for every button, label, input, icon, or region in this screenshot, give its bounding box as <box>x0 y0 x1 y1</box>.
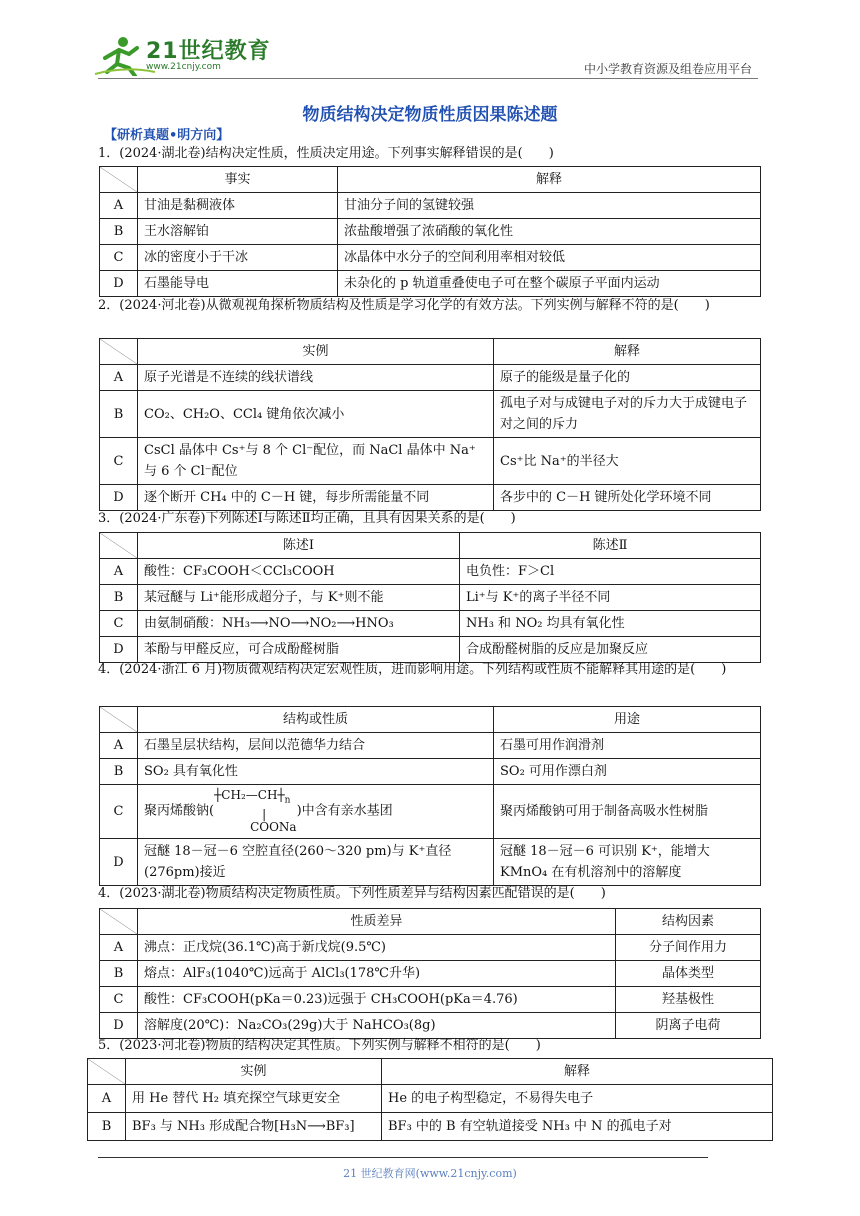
table-cell: 电负性：F＞Cl <box>460 559 761 585</box>
column-header: 陈述Ⅰ <box>138 533 460 559</box>
column-header: 解释 <box>494 339 761 365</box>
table-row <box>100 611 761 637</box>
table-cell-text: 聚丙烯酸钠( <box>144 804 215 819</box>
question-5-stem: 4．(2023·湖北卷)物质结构决定物质性质。下列性质差异与结构因素匹配错误的是( ) <box>98 886 606 901</box>
table-cell: 各步中的 C－H 键所处化学环境不同 <box>494 485 761 511</box>
polymer-side-group: COONa <box>250 819 297 834</box>
option-letter: C <box>100 987 138 1013</box>
table-cell: NH₃ 和 NO₂ 均具有氧化性 <box>460 611 761 637</box>
column-header: 实例 <box>138 339 494 365</box>
polymer-bond: | <box>262 806 267 821</box>
polymer-n: n <box>284 795 291 806</box>
table-cell: 冠醚 18－冠－6 空腔直径(260～320 pm)与 K⁺直径(276pm)接近 <box>138 839 494 886</box>
table-cell: 羟基极性 <box>616 987 761 1013</box>
diagonal-header-cell <box>100 167 138 193</box>
platform-label: 中小学教育资源及组卷应用平台 <box>583 62 752 76</box>
column-header: 事实 <box>138 167 338 193</box>
table-cell: 冠醚 18－冠－6 可识别 K⁺，能增大 KMnO₄ 在有机溶剂中的溶解度 <box>494 839 761 886</box>
header-divider <box>98 78 758 79</box>
option-letter: A <box>100 559 138 585</box>
table-cell: 原子的能级是量子化的 <box>494 365 761 391</box>
column-header: 解释 <box>382 1059 773 1085</box>
table-row <box>100 785 761 839</box>
page-title: 物质结构决定物质性质因果陈述题 <box>302 105 558 125</box>
table-cell: 分子间作用力 <box>616 935 761 961</box>
table-row <box>88 1085 773 1113</box>
column-header: 结构或性质 <box>138 707 494 733</box>
question-5-table <box>99 908 761 1039</box>
table-row <box>100 585 761 611</box>
table-row <box>100 271 761 297</box>
table-cell: 石墨能导电 <box>138 271 338 297</box>
question-2-stem: 2．(2024·河北卷)从微观视角探析物质结构及性质是学习化学的有效方法。下列实例与解释不符的是( ) <box>98 298 710 313</box>
table-cell: BF₃ 中的 B 有空轨道接受 NH₃ 中 N 的孤电子对 <box>382 1113 773 1141</box>
table-row <box>100 438 761 485</box>
polymer-structure <box>214 789 297 833</box>
footer-text: 21 世纪教育网(www.21cnjy.com) <box>343 1167 517 1180</box>
table-cell: 阴离子电荷 <box>616 1013 761 1039</box>
table-row <box>100 987 761 1013</box>
option-letter: C <box>100 245 138 271</box>
diagonal-header-cell <box>100 707 138 733</box>
question-3-stem: 3．(2024·广东卷)下列陈述Ⅰ与陈述Ⅱ均正确，且具有因果关系的是( ) <box>98 511 516 526</box>
table-cell-text: )中含有亲水基团 <box>296 804 393 819</box>
table-cell: 沸点：正戊烷(36.1℃)高于新戊烷(9.5℃) <box>138 935 616 961</box>
table-cell: BF₃ 与 NH₃ 形成配合物[H₃N⟶BF₃] <box>126 1113 382 1141</box>
question-6-stem: 5．(2023·河北卷)物质的结构决定其性质。下列实例与解释不相符的是( ) <box>98 1038 541 1053</box>
table-cell: 石墨可用作润滑剂 <box>494 733 761 759</box>
table-cell: 熔点：AlF₃(1040℃)远高于 AlCl₃(178℃升华) <box>138 961 616 987</box>
option-letter: D <box>100 485 138 511</box>
question-6-table <box>87 1058 773 1141</box>
table-row <box>100 559 761 585</box>
table-cell: 酸性：CF₃COOH(pKa＝0.23)远强于 CH₃COOH(pKa＝4.76) <box>138 987 616 1013</box>
option-letter: B <box>100 759 138 785</box>
table-cell: 逐个断开 CH₄ 中的 C－H 键，每步所需能量不同 <box>138 485 494 511</box>
option-letter: B <box>100 219 138 245</box>
table-row <box>100 759 761 785</box>
option-letter: D <box>100 1013 138 1039</box>
table-cell: 浓盐酸增强了浓硝酸的氧化性 <box>338 219 761 245</box>
logo-text: 21世纪教育 <box>146 39 271 64</box>
question-3-table <box>99 532 761 663</box>
table-cell: 原子光谱是不连续的线状谱线 <box>138 365 494 391</box>
table-cell: 甘油分子间的氢键较强 <box>338 193 761 219</box>
table-row <box>100 1013 761 1039</box>
diagonal-header-cell <box>100 339 138 365</box>
table-row <box>100 637 761 663</box>
table-cell: SO₂ 具有氧化性 <box>138 759 494 785</box>
table-cell: 苯酚与甲醛反应，可合成酚醛树脂 <box>138 637 460 663</box>
column-header: 性质差异 <box>138 909 616 935</box>
polymer-repeat-unit: ┼CH₂—CH┼ <box>214 788 285 803</box>
diagonal-header-cell <box>100 533 138 559</box>
table-row <box>100 961 761 987</box>
question-4-table <box>99 706 761 886</box>
table-cell: 酸性：CF₃COOH＜CCl₃COOH <box>138 559 460 585</box>
table-cell: CsCl 晶体中 Cs⁺与 8 个 Cl⁻配位，而 NaCl 晶体中 Na⁺与 6 个 Cl⁻配位 <box>138 438 494 485</box>
table-cell: 由氨制硝酸：NH₃⟶NO⟶NO₂⟶HNO₃ <box>138 611 460 637</box>
table-cell: 冰的密度小于干冰 <box>138 245 338 271</box>
option-letter: C <box>100 785 138 839</box>
option-letter: B <box>100 391 138 438</box>
table-cell: SO₂ 可用作漂白剂 <box>494 759 761 785</box>
diagonal-header-cell <box>88 1059 126 1085</box>
question-2-table <box>99 338 761 511</box>
question-1-table <box>99 166 761 297</box>
table-row <box>100 391 761 438</box>
table-cell: Cs⁺比 Na⁺的半径大 <box>494 438 761 485</box>
option-letter: B <box>88 1113 126 1141</box>
option-letter: D <box>100 637 138 663</box>
polymer-cell <box>138 785 494 839</box>
option-letter: A <box>88 1085 126 1113</box>
table-row <box>100 733 761 759</box>
table-row <box>88 1113 773 1141</box>
table-row <box>100 245 761 271</box>
option-letter: A <box>100 193 138 219</box>
diagonal-header-cell <box>100 909 138 935</box>
table-cell: 某冠醚与 Li⁺能形成超分子，与 K⁺则不能 <box>138 585 460 611</box>
table-cell: 王水溶解铂 <box>138 219 338 245</box>
table-row <box>100 365 761 391</box>
option-letter: D <box>100 839 138 886</box>
table-cell: 未杂化的 p 轨道重叠使电子可在整个碳原子平面内运动 <box>338 271 761 297</box>
column-header: 实例 <box>126 1059 382 1085</box>
column-header: 解释 <box>338 167 761 193</box>
option-letter: B <box>100 961 138 987</box>
section-heading: 【研析真题•明方向】 <box>104 128 230 143</box>
table-cell: 石墨呈层状结构，层间以范德华力结合 <box>138 733 494 759</box>
option-letter: A <box>100 733 138 759</box>
column-header: 结构因素 <box>616 909 761 935</box>
column-header: 用途 <box>494 707 761 733</box>
page-header <box>0 0 860 80</box>
question-4-stem: 4．(2024·浙江 6 月)物质微观结构决定宏观性质，进而影响用途。下列结构或性质不能解释其用途的是( ) <box>98 662 727 677</box>
footer-divider <box>98 1157 708 1158</box>
question-1-stem: 1．(2024·湖北卷)结构决定性质，性质决定用途。下列事实解释错误的是( ) <box>98 146 554 161</box>
table-cell: 合成酚醛树脂的反应是加聚反应 <box>460 637 761 663</box>
column-header: 陈述Ⅱ <box>460 533 761 559</box>
table-cell: 冰晶体中水分子的空间利用率相对较低 <box>338 245 761 271</box>
table-cell: 溶解度(20℃)：Na₂CO₃(29g)大于 NaHCO₃(8g) <box>138 1013 616 1039</box>
table-cell: Li⁺与 K⁺的离子半径不同 <box>460 585 761 611</box>
option-letter: A <box>100 935 138 961</box>
table-cell: 聚丙烯酸钠可用于制备高吸水性树脂 <box>494 785 761 839</box>
option-letter: C <box>100 438 138 485</box>
table-cell: 孤电子对与成键电子对的斥力大于成键电子对之间的斥力 <box>494 391 761 438</box>
option-letter: D <box>100 271 138 297</box>
table-cell: He 的电子构型稳定，不易得失电子 <box>382 1085 773 1113</box>
table-row <box>100 219 761 245</box>
table-row <box>100 193 761 219</box>
option-letter: B <box>100 585 138 611</box>
option-letter: C <box>100 611 138 637</box>
table-cell: 甘油是黏稠液体 <box>138 193 338 219</box>
table-cell: 晶体类型 <box>616 961 761 987</box>
table-row <box>100 935 761 961</box>
table-cell: 用 He 替代 H₂ 填充探空气球更安全 <box>126 1085 382 1113</box>
table-cell: CO₂、CH₂O、CCl₄ 键角依次减小 <box>138 391 494 438</box>
logo-url: www.21cnjy.com <box>146 62 221 72</box>
table-row <box>100 839 761 886</box>
option-letter: A <box>100 365 138 391</box>
table-row <box>100 485 761 511</box>
